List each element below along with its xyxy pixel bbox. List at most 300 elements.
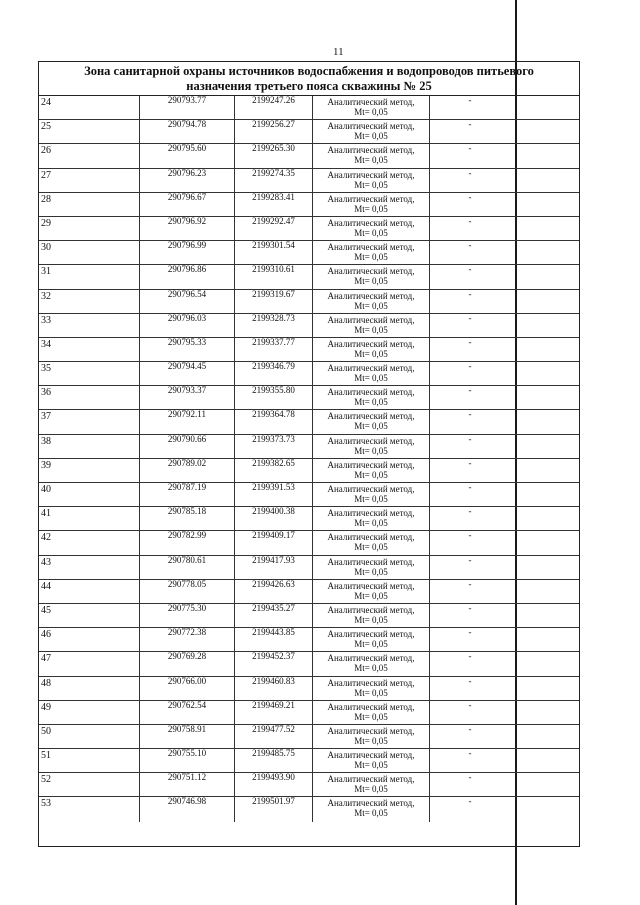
coord-y xyxy=(234,217,312,240)
table-body xyxy=(39,96,579,822)
coord-y xyxy=(234,144,312,167)
dash-cell xyxy=(429,483,580,506)
dash-cell xyxy=(429,144,580,167)
table-row xyxy=(39,507,579,531)
dash-cell xyxy=(429,386,580,409)
coord-x xyxy=(139,652,234,675)
coord-x-value: 290746.98 xyxy=(167,796,207,807)
dash-value: - xyxy=(468,699,472,710)
point-number: 51 xyxy=(41,750,51,762)
precision-text: Mt= 0,05 xyxy=(354,494,388,504)
coord-y-value: 2199274.35 xyxy=(252,167,295,178)
method-cell xyxy=(312,773,429,796)
method-text: Аналитический метод, xyxy=(327,435,415,446)
coord-y-value: 2199391.53 xyxy=(252,482,295,492)
dash-cell xyxy=(429,290,580,313)
coord-y-value: 2199417.93 xyxy=(252,554,295,565)
dash-value: - xyxy=(468,409,472,420)
method-cell xyxy=(312,507,429,530)
coord-x xyxy=(139,265,234,288)
coord-y-value: 2199435.27 xyxy=(252,602,295,613)
coord-x-value: 290758.91 xyxy=(167,723,207,734)
table-row xyxy=(39,290,579,314)
method-cell xyxy=(312,556,429,579)
coord-y-value: 2199310.61 xyxy=(252,264,295,275)
coord-y xyxy=(234,241,312,264)
coord-x xyxy=(139,677,234,700)
coord-x-value: 290785.18 xyxy=(167,506,207,517)
table-row xyxy=(39,677,579,701)
precision-text: Mt= 0,05 xyxy=(354,179,388,190)
coord-y-value: 2199247.26 xyxy=(252,95,295,105)
coord-x-value: 290762.54 xyxy=(167,699,207,710)
coord-x-value: 290796.54 xyxy=(167,288,207,299)
method-text: Аналитический метод, xyxy=(327,411,415,422)
coord-y xyxy=(234,459,312,482)
method-cell xyxy=(312,797,429,821)
dash-cell xyxy=(429,773,580,796)
precision-text: Mt= 0,05 xyxy=(354,373,388,384)
dash-cell xyxy=(429,217,580,240)
coord-x-value: 290793.77 xyxy=(167,95,207,105)
table-row xyxy=(39,701,579,725)
dash-cell xyxy=(429,725,580,748)
coord-y xyxy=(234,338,312,361)
dash-value: - xyxy=(468,530,472,541)
method-text: Аналитический метод, xyxy=(327,363,415,374)
method-cell xyxy=(312,96,429,119)
point-number: 26 xyxy=(41,145,51,157)
coord-y xyxy=(234,483,312,506)
precision-text: Mt= 0,05 xyxy=(354,590,388,601)
coord-y-value: 2199443.85 xyxy=(252,627,295,638)
coord-y xyxy=(234,193,312,216)
precision-text: Mt= 0,05 xyxy=(354,131,388,142)
coord-x-value: 290795.33 xyxy=(167,336,207,347)
dash-cell xyxy=(429,604,580,627)
dash-value: - xyxy=(468,143,472,154)
coord-x xyxy=(139,435,234,458)
dash-cell xyxy=(429,410,580,433)
coord-x-value: 290789.02 xyxy=(167,457,207,468)
dash-value: - xyxy=(468,119,472,130)
coord-x-value: 290782.99 xyxy=(167,530,207,541)
dash-value: - xyxy=(468,723,472,734)
dash-cell xyxy=(429,120,580,143)
method-cell xyxy=(312,410,429,433)
method-text: Аналитический метод, xyxy=(327,121,415,132)
coord-x xyxy=(139,120,234,143)
coord-x-value: 290755.10 xyxy=(167,748,207,759)
method-cell xyxy=(312,435,429,458)
coord-x-value: 290793.37 xyxy=(167,385,207,396)
precision-text: Mt= 0,05 xyxy=(354,808,388,819)
method-cell xyxy=(312,362,429,385)
dash-value: - xyxy=(468,361,472,372)
page-number: 11 xyxy=(333,46,344,58)
table-row xyxy=(39,652,579,676)
table-row xyxy=(39,144,579,168)
coord-x xyxy=(139,410,234,433)
coord-x xyxy=(139,314,234,337)
table-row xyxy=(39,169,579,193)
coord-x xyxy=(139,580,234,603)
coord-x-value: 290794.78 xyxy=(167,119,207,130)
coord-y xyxy=(234,314,312,337)
coord-y xyxy=(234,120,312,143)
table-row xyxy=(39,725,579,749)
precision-text: Mt= 0,05 xyxy=(354,566,388,577)
coord-y-value: 2199452.37 xyxy=(252,651,295,662)
dash-cell xyxy=(429,652,580,675)
table-row xyxy=(39,628,579,652)
dash-value: - xyxy=(468,312,472,323)
coord-y-value: 2199426.63 xyxy=(252,578,295,589)
dash-value: - xyxy=(468,554,472,565)
point-number: 48 xyxy=(41,677,51,689)
method-cell xyxy=(312,265,429,288)
coord-x-value: 290775.30 xyxy=(167,602,207,613)
method-cell xyxy=(312,749,429,772)
method-text: Аналитический метод, xyxy=(327,774,415,785)
coord-y xyxy=(234,701,312,724)
coord-x xyxy=(139,604,234,627)
method-cell xyxy=(312,290,429,313)
coord-y-value: 2199373.73 xyxy=(252,433,295,444)
method-text: Аналитический метод, xyxy=(327,97,415,107)
coord-x xyxy=(139,556,234,579)
method-text: Аналитический метод, xyxy=(327,750,415,761)
precision-text: Mt= 0,05 xyxy=(354,760,388,771)
coord-x xyxy=(139,386,234,409)
method-text: Аналитический метод, xyxy=(327,653,415,664)
coord-x xyxy=(139,507,234,530)
table-title xyxy=(39,62,579,96)
dash-value: - xyxy=(468,167,472,178)
table-row xyxy=(39,749,579,773)
method-text: Аналитический метод, xyxy=(327,629,415,640)
dash-value: - xyxy=(468,336,472,347)
method-text: Аналитический метод, xyxy=(327,266,415,277)
precision-text: Mt= 0,05 xyxy=(354,397,388,408)
method-text: Аналитический метод, xyxy=(327,169,415,180)
point-number: 30 xyxy=(41,242,51,254)
point-number: 25 xyxy=(41,121,51,133)
coord-x-value: 290795.60 xyxy=(167,143,207,154)
coord-y xyxy=(234,290,312,313)
method-text: Аналитический метод, xyxy=(327,484,415,494)
method-text: Аналитический метод, xyxy=(327,459,415,470)
precision-text: Mt= 0,05 xyxy=(354,663,388,674)
precision-text: Mt= 0,05 xyxy=(354,324,388,335)
coord-x xyxy=(139,144,234,167)
method-cell xyxy=(312,531,429,554)
coord-y-value: 2199337.77 xyxy=(252,336,295,347)
coord-y-value: 2199493.90 xyxy=(252,772,295,783)
coord-y-value: 2199400.38 xyxy=(252,506,295,517)
method-cell xyxy=(312,628,429,651)
table-row xyxy=(39,797,579,821)
coordinates-table xyxy=(38,61,580,847)
coord-x xyxy=(139,773,234,796)
coord-y xyxy=(234,531,312,554)
coord-y-value: 2199292.47 xyxy=(252,215,295,226)
point-number: 33 xyxy=(41,314,51,326)
dash-value: - xyxy=(468,191,472,202)
coord-y xyxy=(234,773,312,796)
dash-cell xyxy=(429,169,580,192)
precision-text: Mt= 0,05 xyxy=(354,445,388,456)
point-number: 52 xyxy=(41,774,51,786)
table-row xyxy=(39,556,579,580)
coord-y xyxy=(234,797,312,821)
method-text: Аналитический метод, xyxy=(327,532,415,543)
precision-text: Mt= 0,05 xyxy=(354,735,388,746)
dash-value: - xyxy=(468,215,472,226)
coord-x-value: 290772.38 xyxy=(167,627,207,638)
method-text: Аналитический метод, xyxy=(327,314,415,325)
point-number: 27 xyxy=(41,169,51,181)
dash-cell xyxy=(429,193,580,216)
coord-y xyxy=(234,652,312,675)
coord-x-value: 290796.86 xyxy=(167,264,207,275)
coord-y xyxy=(234,677,312,700)
method-text: Аналитический метод, xyxy=(327,193,415,204)
method-text: Аналитический метод, xyxy=(327,798,415,809)
coord-x xyxy=(139,797,234,821)
table-row xyxy=(39,96,579,120)
coord-y-value: 2199265.30 xyxy=(252,143,295,154)
method-cell xyxy=(312,169,429,192)
precision-text: Mt= 0,05 xyxy=(354,518,388,529)
coord-x-value: 290796.03 xyxy=(167,312,207,323)
coord-x-value: 290780.61 xyxy=(167,554,207,565)
coord-y-value: 2199346.79 xyxy=(252,361,295,372)
coord-x xyxy=(139,217,234,240)
coord-x xyxy=(139,338,234,361)
point-number: 44 xyxy=(41,580,51,592)
coord-x-value: 290790.66 xyxy=(167,433,207,444)
dash-value: - xyxy=(468,627,472,638)
coord-x-value: 290796.99 xyxy=(167,240,207,251)
table-row xyxy=(39,265,579,289)
coord-y xyxy=(234,435,312,458)
coord-x-value: 290794.45 xyxy=(167,361,207,372)
dash-cell xyxy=(429,556,580,579)
table-row xyxy=(39,531,579,555)
coord-x-value: 290796.92 xyxy=(167,215,207,226)
method-cell xyxy=(312,725,429,748)
table-row xyxy=(39,120,579,144)
dash-value: - xyxy=(468,457,472,468)
table-row xyxy=(39,338,579,362)
coord-y xyxy=(234,604,312,627)
table-row xyxy=(39,483,579,507)
coord-x-value: 290751.12 xyxy=(167,772,207,783)
method-cell xyxy=(312,701,429,724)
coord-y-value: 2199256.27 xyxy=(252,119,295,130)
coord-y-value: 2199364.78 xyxy=(252,409,295,420)
coord-x-value: 290769.28 xyxy=(167,651,207,662)
coord-y-value: 2199301.54 xyxy=(252,240,295,251)
coord-x xyxy=(139,169,234,192)
coord-x xyxy=(139,749,234,772)
point-number: 45 xyxy=(41,604,51,616)
coord-x xyxy=(139,290,234,313)
dash-cell xyxy=(429,531,580,554)
method-text: Аналитический метод, xyxy=(327,725,415,736)
method-cell xyxy=(312,193,429,216)
point-number: 24 xyxy=(41,97,51,108)
coord-y-value: 2199501.97 xyxy=(252,796,295,807)
table-row xyxy=(39,435,579,459)
method-cell xyxy=(312,652,429,675)
coord-y xyxy=(234,749,312,772)
point-number: 50 xyxy=(41,725,51,737)
method-text: Аналитический метод, xyxy=(327,338,415,349)
dash-cell xyxy=(429,628,580,651)
method-cell xyxy=(312,459,429,482)
coord-y xyxy=(234,556,312,579)
coord-x-value: 290796.23 xyxy=(167,167,207,178)
coord-y xyxy=(234,362,312,385)
table-row xyxy=(39,241,579,265)
method-text: Аналитический метод, xyxy=(327,508,415,519)
method-text: Аналитический метод, xyxy=(327,604,415,615)
coord-x xyxy=(139,628,234,651)
point-number: 35 xyxy=(41,363,51,375)
dash-cell xyxy=(429,265,580,288)
table-row xyxy=(39,410,579,434)
coord-x-value: 290792.11 xyxy=(168,409,206,420)
table-row xyxy=(39,773,579,797)
method-cell xyxy=(312,677,429,700)
point-number: 34 xyxy=(41,338,51,350)
coord-x-value: 290796.67 xyxy=(167,191,207,202)
coord-y xyxy=(234,265,312,288)
coord-y xyxy=(234,725,312,748)
precision-text: Mt= 0,05 xyxy=(354,227,388,238)
coord-y xyxy=(234,580,312,603)
dash-cell xyxy=(429,314,580,337)
coord-x xyxy=(139,96,234,119)
coord-y-value: 2199485.75 xyxy=(252,748,295,759)
coord-y xyxy=(234,628,312,651)
dash-value: - xyxy=(468,264,472,275)
dash-cell xyxy=(429,362,580,385)
point-number: 39 xyxy=(41,459,51,471)
point-number: 29 xyxy=(41,217,51,229)
coord-y xyxy=(234,410,312,433)
point-number: 32 xyxy=(41,290,51,302)
coord-x-value: 290766.00 xyxy=(167,675,207,686)
table-title-line-1: Зона санитарной охраны источников водоспабжения и водопроводов питьевого xyxy=(84,64,534,78)
point-number: 38 xyxy=(41,435,51,447)
table-row xyxy=(39,193,579,217)
precision-text: Mt= 0,05 xyxy=(354,252,388,263)
precision-text: Mt= 0,05 xyxy=(354,155,388,166)
precision-text: Mt= 0,05 xyxy=(354,203,388,214)
method-text: Аналитический метод, xyxy=(327,701,415,712)
method-text: Аналитический метод, xyxy=(327,217,415,228)
dash-value: - xyxy=(468,602,472,613)
point-number: 49 xyxy=(41,701,51,713)
coord-y-value: 2199382.65 xyxy=(252,457,295,468)
dash-cell xyxy=(429,459,580,482)
method-text: Аналитический метод, xyxy=(327,677,415,688)
coord-y xyxy=(234,96,312,119)
dash-value: - xyxy=(468,506,472,517)
dash-value: - xyxy=(468,651,472,662)
coord-x xyxy=(139,459,234,482)
coord-y xyxy=(234,169,312,192)
method-text: Аналитический метод, xyxy=(327,242,415,253)
precision-text: Mt= 0,05 xyxy=(354,421,388,432)
precision-text: Mt= 0,05 xyxy=(354,711,388,722)
method-text: Аналитический метод, xyxy=(327,387,415,398)
dash-cell xyxy=(429,96,580,119)
precision-text: Mt= 0,05 xyxy=(354,300,388,311)
dash-value: - xyxy=(468,796,472,807)
method-cell xyxy=(312,144,429,167)
coord-y-value: 2199319.67 xyxy=(252,288,295,299)
point-number: 47 xyxy=(41,653,51,665)
method-cell xyxy=(312,386,429,409)
coord-x xyxy=(139,193,234,216)
method-text: Аналитический метод, xyxy=(327,556,415,567)
dash-cell xyxy=(429,797,580,821)
coord-y-value: 2199355.80 xyxy=(252,385,295,396)
precision-text: Mt= 0,05 xyxy=(354,469,388,480)
method-cell xyxy=(312,604,429,627)
precision-text: Mt= 0,05 xyxy=(354,687,388,698)
precision-text: Mt= 0,05 xyxy=(354,614,388,625)
method-cell xyxy=(312,338,429,361)
coord-y-value: 2199460.83 xyxy=(252,675,295,686)
point-number: 53 xyxy=(41,798,51,810)
coord-y-value: 2199283.41 xyxy=(252,191,295,202)
point-number: 40 xyxy=(41,484,51,495)
table-row xyxy=(39,580,579,604)
dash-value: - xyxy=(468,675,472,686)
coord-x xyxy=(139,362,234,385)
point-number: 43 xyxy=(41,556,51,568)
point-number: 37 xyxy=(41,411,51,423)
dash-value: - xyxy=(468,433,472,444)
method-cell xyxy=(312,241,429,264)
point-number: 42 xyxy=(41,532,51,544)
method-cell xyxy=(312,217,429,240)
precision-text: Mt= 0,05 xyxy=(354,542,388,553)
dash-value: - xyxy=(468,772,472,783)
coord-y-value: 2199409.17 xyxy=(252,530,295,541)
table-row xyxy=(39,314,579,338)
method-text: Аналитический метод, xyxy=(327,145,415,156)
method-cell xyxy=(312,120,429,143)
precision-text: Mt= 0,05 xyxy=(354,276,388,287)
coord-x-value: 290778.05 xyxy=(167,578,207,589)
dash-cell xyxy=(429,701,580,724)
precision-text: Mt= 0,05 xyxy=(354,639,388,650)
coord-y-value: 2199469.21 xyxy=(252,699,295,710)
point-number: 41 xyxy=(41,508,51,520)
dash-cell xyxy=(429,241,580,264)
precision-text: Mt= 0,05 xyxy=(354,784,388,795)
dash-value: - xyxy=(468,748,472,759)
table-title-line-2: назначения третьего пояса скважины № 25 xyxy=(186,79,432,93)
point-number: 28 xyxy=(41,193,51,205)
coord-x xyxy=(139,241,234,264)
